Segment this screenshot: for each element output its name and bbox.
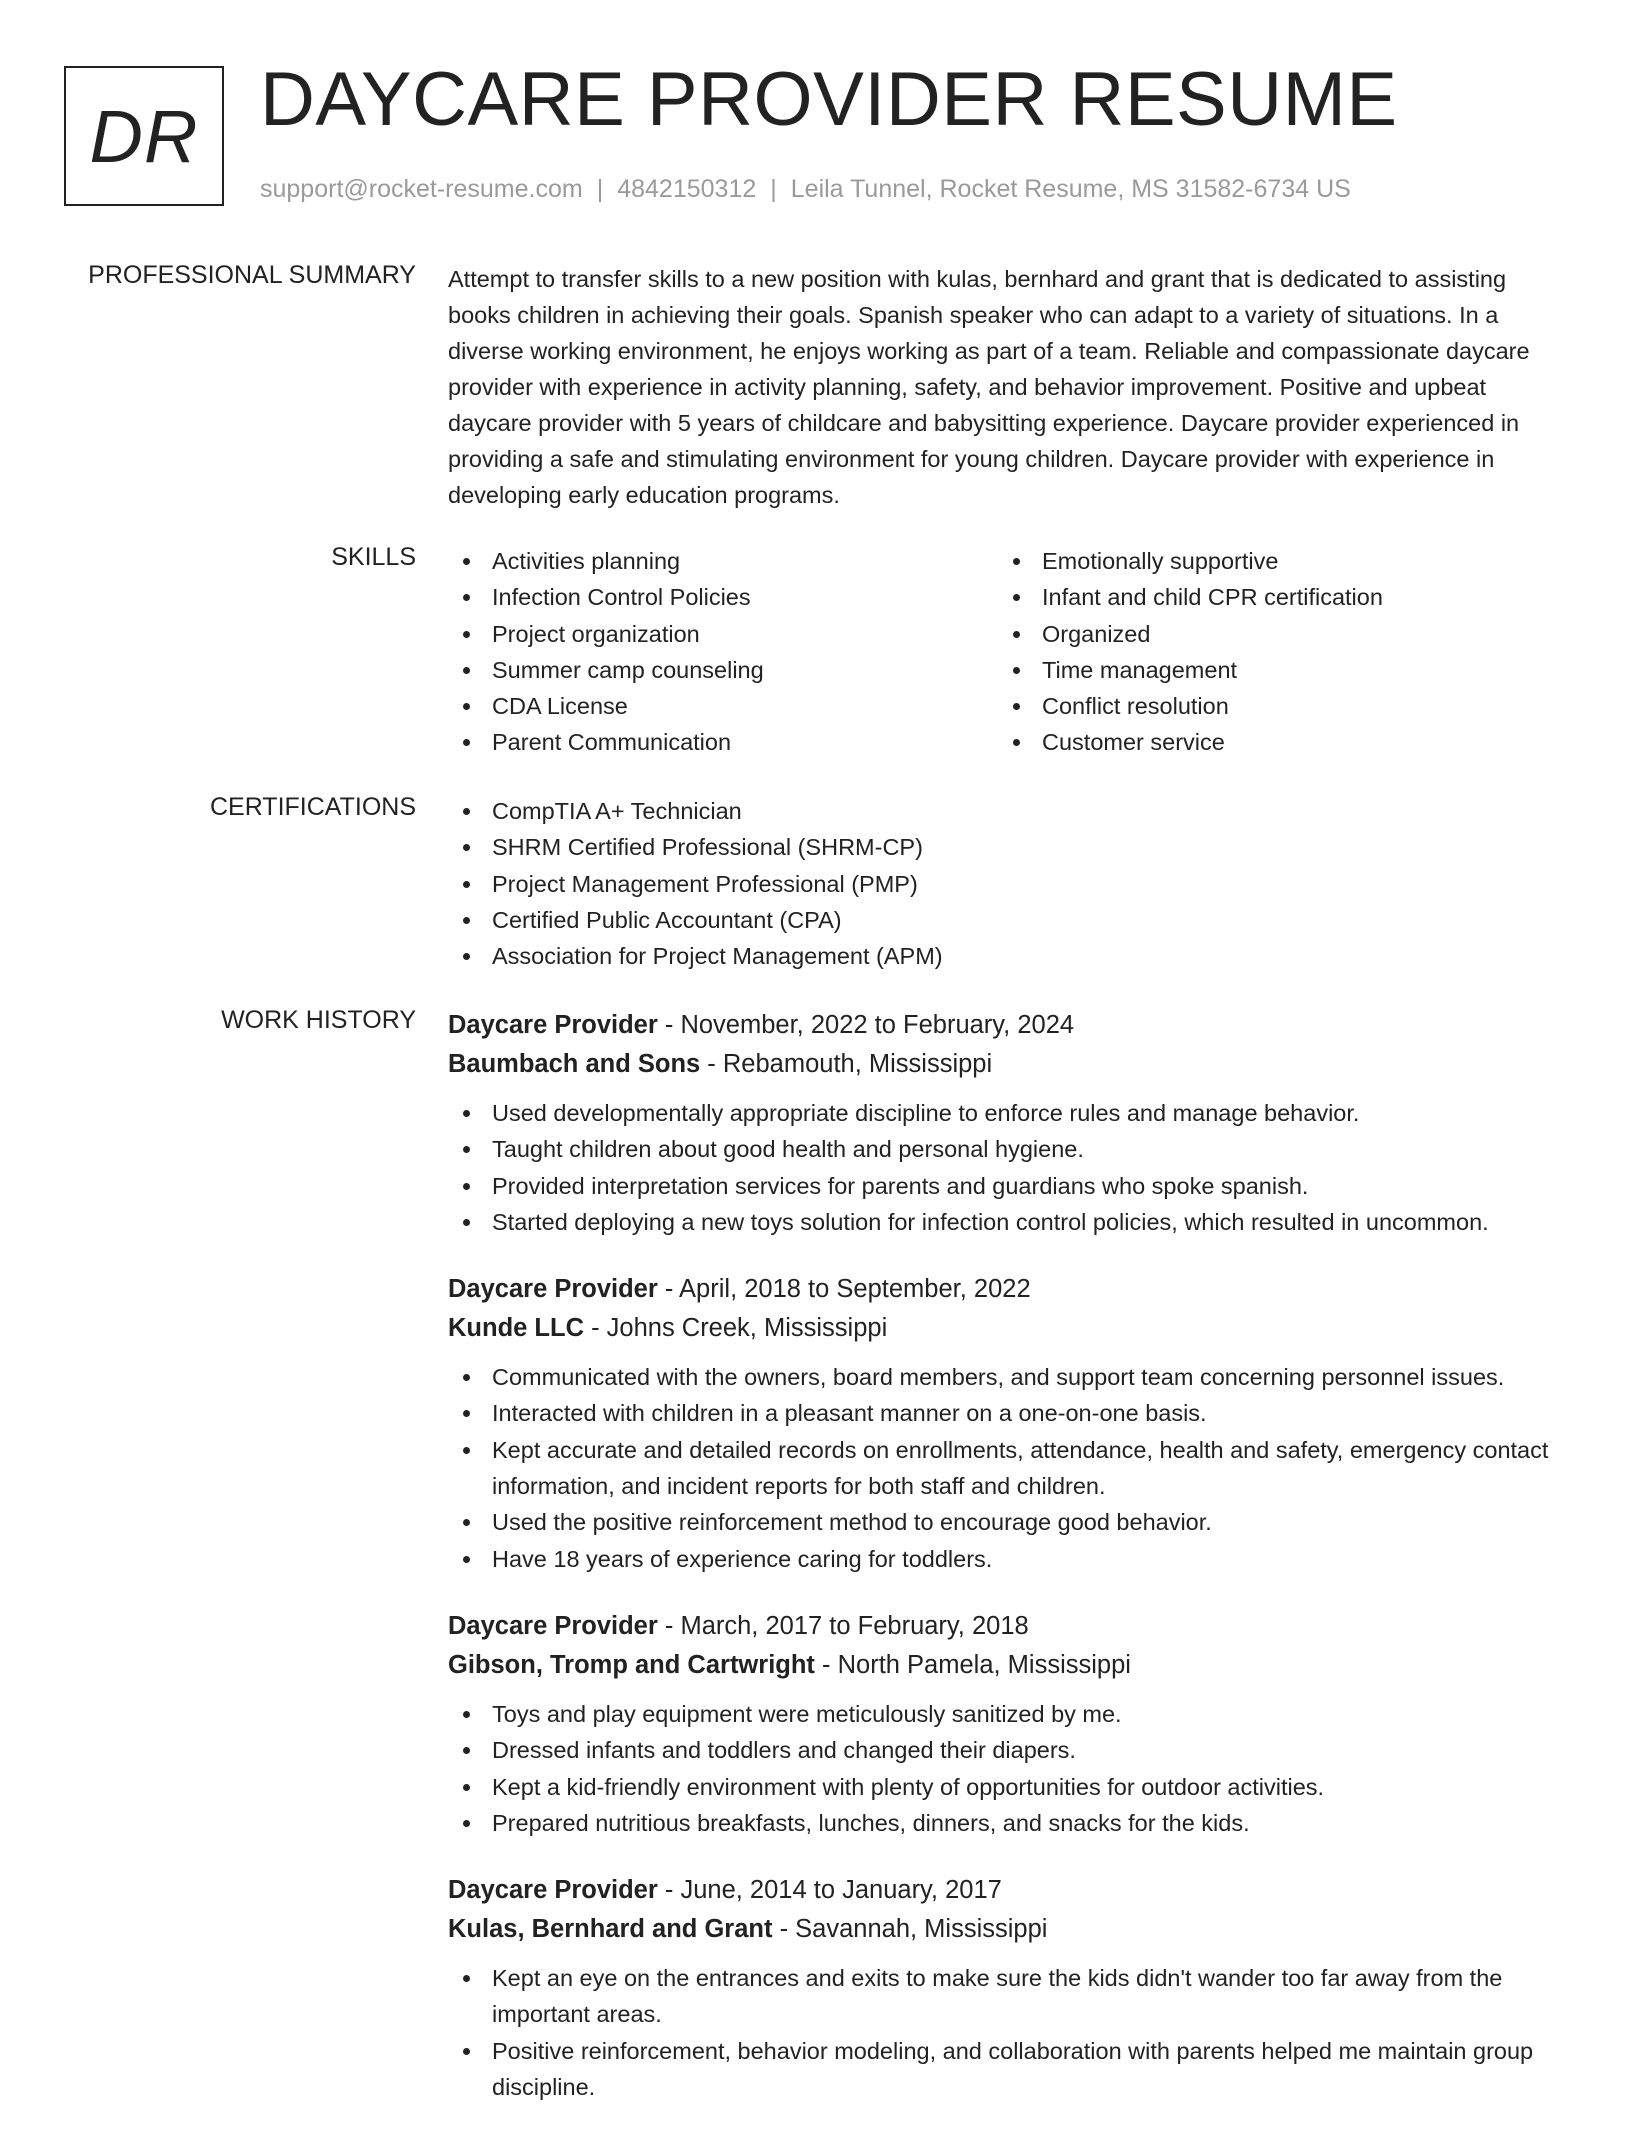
- job-title-line: [448, 1006, 1568, 1045]
- skill-item: Summer camp counseling: [448, 652, 998, 688]
- job-bullets: [448, 1960, 1568, 2105]
- skill-item: Infection Control Policies: [448, 579, 998, 615]
- job-bullet: Taught children about good health and personal hygiene.: [448, 1131, 1568, 1167]
- contact-line: [260, 175, 1351, 204]
- contact-address: Leila Tunnel, Rocket Resume, MS 31582-6734 US: [790, 175, 1351, 203]
- certification-item: Project Management Professional (PMP): [448, 866, 1568, 902]
- job-bullet: Have 18 years of experience caring for toddlers.: [448, 1541, 1568, 1577]
- skill-item: Organized: [998, 616, 1548, 652]
- section-label-certifications: CERTIFICATIONS: [209, 793, 416, 821]
- skill-item: Infant and child CPR certification: [998, 579, 1548, 615]
- job-bullet: Kept a kid-friendly environment with plenty of opportunities for outdoor activities.: [448, 1769, 1568, 1805]
- job-bullet: Positive reinforcement, behavior modeling, and collaboration with parents helped me maintain group discipline.: [448, 2033, 1568, 2106]
- job-entry: [448, 1270, 1568, 1577]
- skills-column-right: [998, 543, 1548, 761]
- job-company: Kulas, Bernhard and Grant: [448, 1915, 773, 1944]
- certification-item: CompTIA A+ Technician: [448, 793, 1568, 829]
- job-bullet: Provided interpretation services for parents and guardians who spoke spanish.: [448, 1168, 1568, 1204]
- monogram-logo: DR: [64, 66, 224, 206]
- certifications-body: [448, 793, 1568, 974]
- job-bullet: Kept accurate and detailed records on enrollments, attendance, health and safety, emergency contact information, and incident reports for both staff and children.: [448, 1432, 1568, 1505]
- job-dates: - November, 2022 to February, 2024: [657, 1011, 1075, 1039]
- job-dates: - June, 2014 to January, 2017: [657, 1876, 1002, 1905]
- job-company-line: [448, 1309, 1568, 1348]
- job-bullet: Communicated with the owners, board members, and support team concerning personnel issues.: [448, 1359, 1568, 1395]
- job-bullet: Used developmentally appropriate discipline to enforce rules and manage behavior.: [448, 1095, 1568, 1131]
- contact-separator: |: [596, 175, 604, 203]
- section-label-work-history: WORK HISTORY: [221, 1006, 416, 1034]
- contact-phone: 4842150312: [617, 175, 757, 203]
- job-title: Daycare Provider: [448, 1876, 658, 1905]
- job-entry: [448, 1006, 1568, 1240]
- work-history-body: [448, 1006, 1568, 2135]
- job-title-line: [448, 1607, 1568, 1646]
- summary-body: [448, 261, 1568, 513]
- job-bullets: [448, 1696, 1568, 1841]
- job-bullet: Started deploying a new toys solution for infection control policies, which resulted in uncommon.: [448, 1204, 1568, 1240]
- job-company: Baumbach and Sons: [448, 1050, 701, 1078]
- skills-body: [448, 543, 1568, 761]
- skill-item: Emotionally supportive: [998, 543, 1548, 579]
- skill-item: Conflict resolution: [998, 688, 1548, 724]
- job-company-line: [448, 1045, 1568, 1084]
- job-dates: - April, 2018 to September, 2022: [657, 1275, 1031, 1304]
- job-location: - Savannah, Mississippi: [772, 1915, 1048, 1944]
- job-dates: - March, 2017 to February, 2018: [657, 1611, 1029, 1640]
- skill-item: Activities planning: [448, 543, 998, 579]
- job-company: Gibson, Tromp and Cartwright: [448, 1650, 815, 1679]
- resume-title: DAYCARE PROVIDER RESUME: [260, 57, 1398, 142]
- job-bullet: Interacted with children in a pleasant manner on a one-on-one basis.: [448, 1395, 1568, 1431]
- job-title: Daycare Provider: [448, 1275, 658, 1304]
- job-bullet: Dressed infants and toddlers and changed their diapers.: [448, 1732, 1568, 1768]
- job-location: - Johns Creek, Mississippi: [583, 1314, 888, 1343]
- skill-item: Project organization: [448, 616, 998, 652]
- job-bullets: [448, 1095, 1568, 1240]
- job-location: - North Pamela, Mississippi: [814, 1650, 1131, 1679]
- certification-item: Certified Public Accountant (CPA): [448, 902, 1568, 938]
- contact-email: support@rocket-resume.com: [260, 175, 583, 203]
- job-bullets: [448, 1359, 1568, 1577]
- job-company-line: [448, 1646, 1568, 1685]
- job-bullet: Toys and play equipment were meticulously sanitized by me.: [448, 1696, 1568, 1732]
- certifications-list: [448, 793, 1568, 974]
- job-bullet: Prepared nutritious breakfasts, lunches, dinners, and snacks for the kids.: [448, 1805, 1568, 1841]
- skill-item: Customer service: [998, 724, 1548, 760]
- job-bullet: Kept an eye on the entrances and exits to make sure the kids didn't wander too far away from the important areas.: [448, 1960, 1568, 2033]
- job-location: - Rebamouth, Mississippi: [700, 1050, 993, 1078]
- job-bullet: Used the positive reinforcement method to encourage good behavior.: [448, 1504, 1568, 1540]
- job-title-line: [448, 1270, 1568, 1309]
- job-title-line: [448, 1871, 1568, 1910]
- job-title: Daycare Provider: [448, 1011, 658, 1039]
- section-label-skills: SKILLS: [331, 543, 416, 571]
- job-company-line: [448, 1910, 1568, 1949]
- certification-item: Association for Project Management (APM): [448, 938, 1568, 974]
- job-entry: [448, 1607, 1568, 1841]
- skill-item: Time management: [998, 652, 1548, 688]
- skill-item: Parent Communication: [448, 724, 998, 760]
- job-title: Daycare Provider: [448, 1611, 658, 1640]
- summary-text: Attempt to transfer skills to a new position with kulas, bernhard and grant that is dedicated to assisting books children in achieving their goals. Spanish speaker who can adapt to a variety of situations. In a diverse working environment, he enjoys working as part of a team. Reliable and compassionate daycare provider with experience in activity planning, safety, and behavior improvement. Positive and upbeat daycare provider with 5 years of childcare and babysitting experience. Daycare provider experienced in providing a safe and stimulating environment for young children. Daycare provider with experience in developing early education programs.: [448, 266, 1530, 508]
- job-company: Kunde LLC: [448, 1314, 584, 1343]
- contact-separator: |: [770, 175, 777, 203]
- job-entry: [448, 1871, 1568, 2105]
- certification-item: SHRM Certified Professional (SHRM-CP): [448, 829, 1568, 865]
- skills-column-left: [448, 543, 998, 761]
- skill-item: CDA License: [448, 688, 998, 724]
- section-label-summary: PROFESSIONAL SUMMARY: [88, 261, 416, 289]
